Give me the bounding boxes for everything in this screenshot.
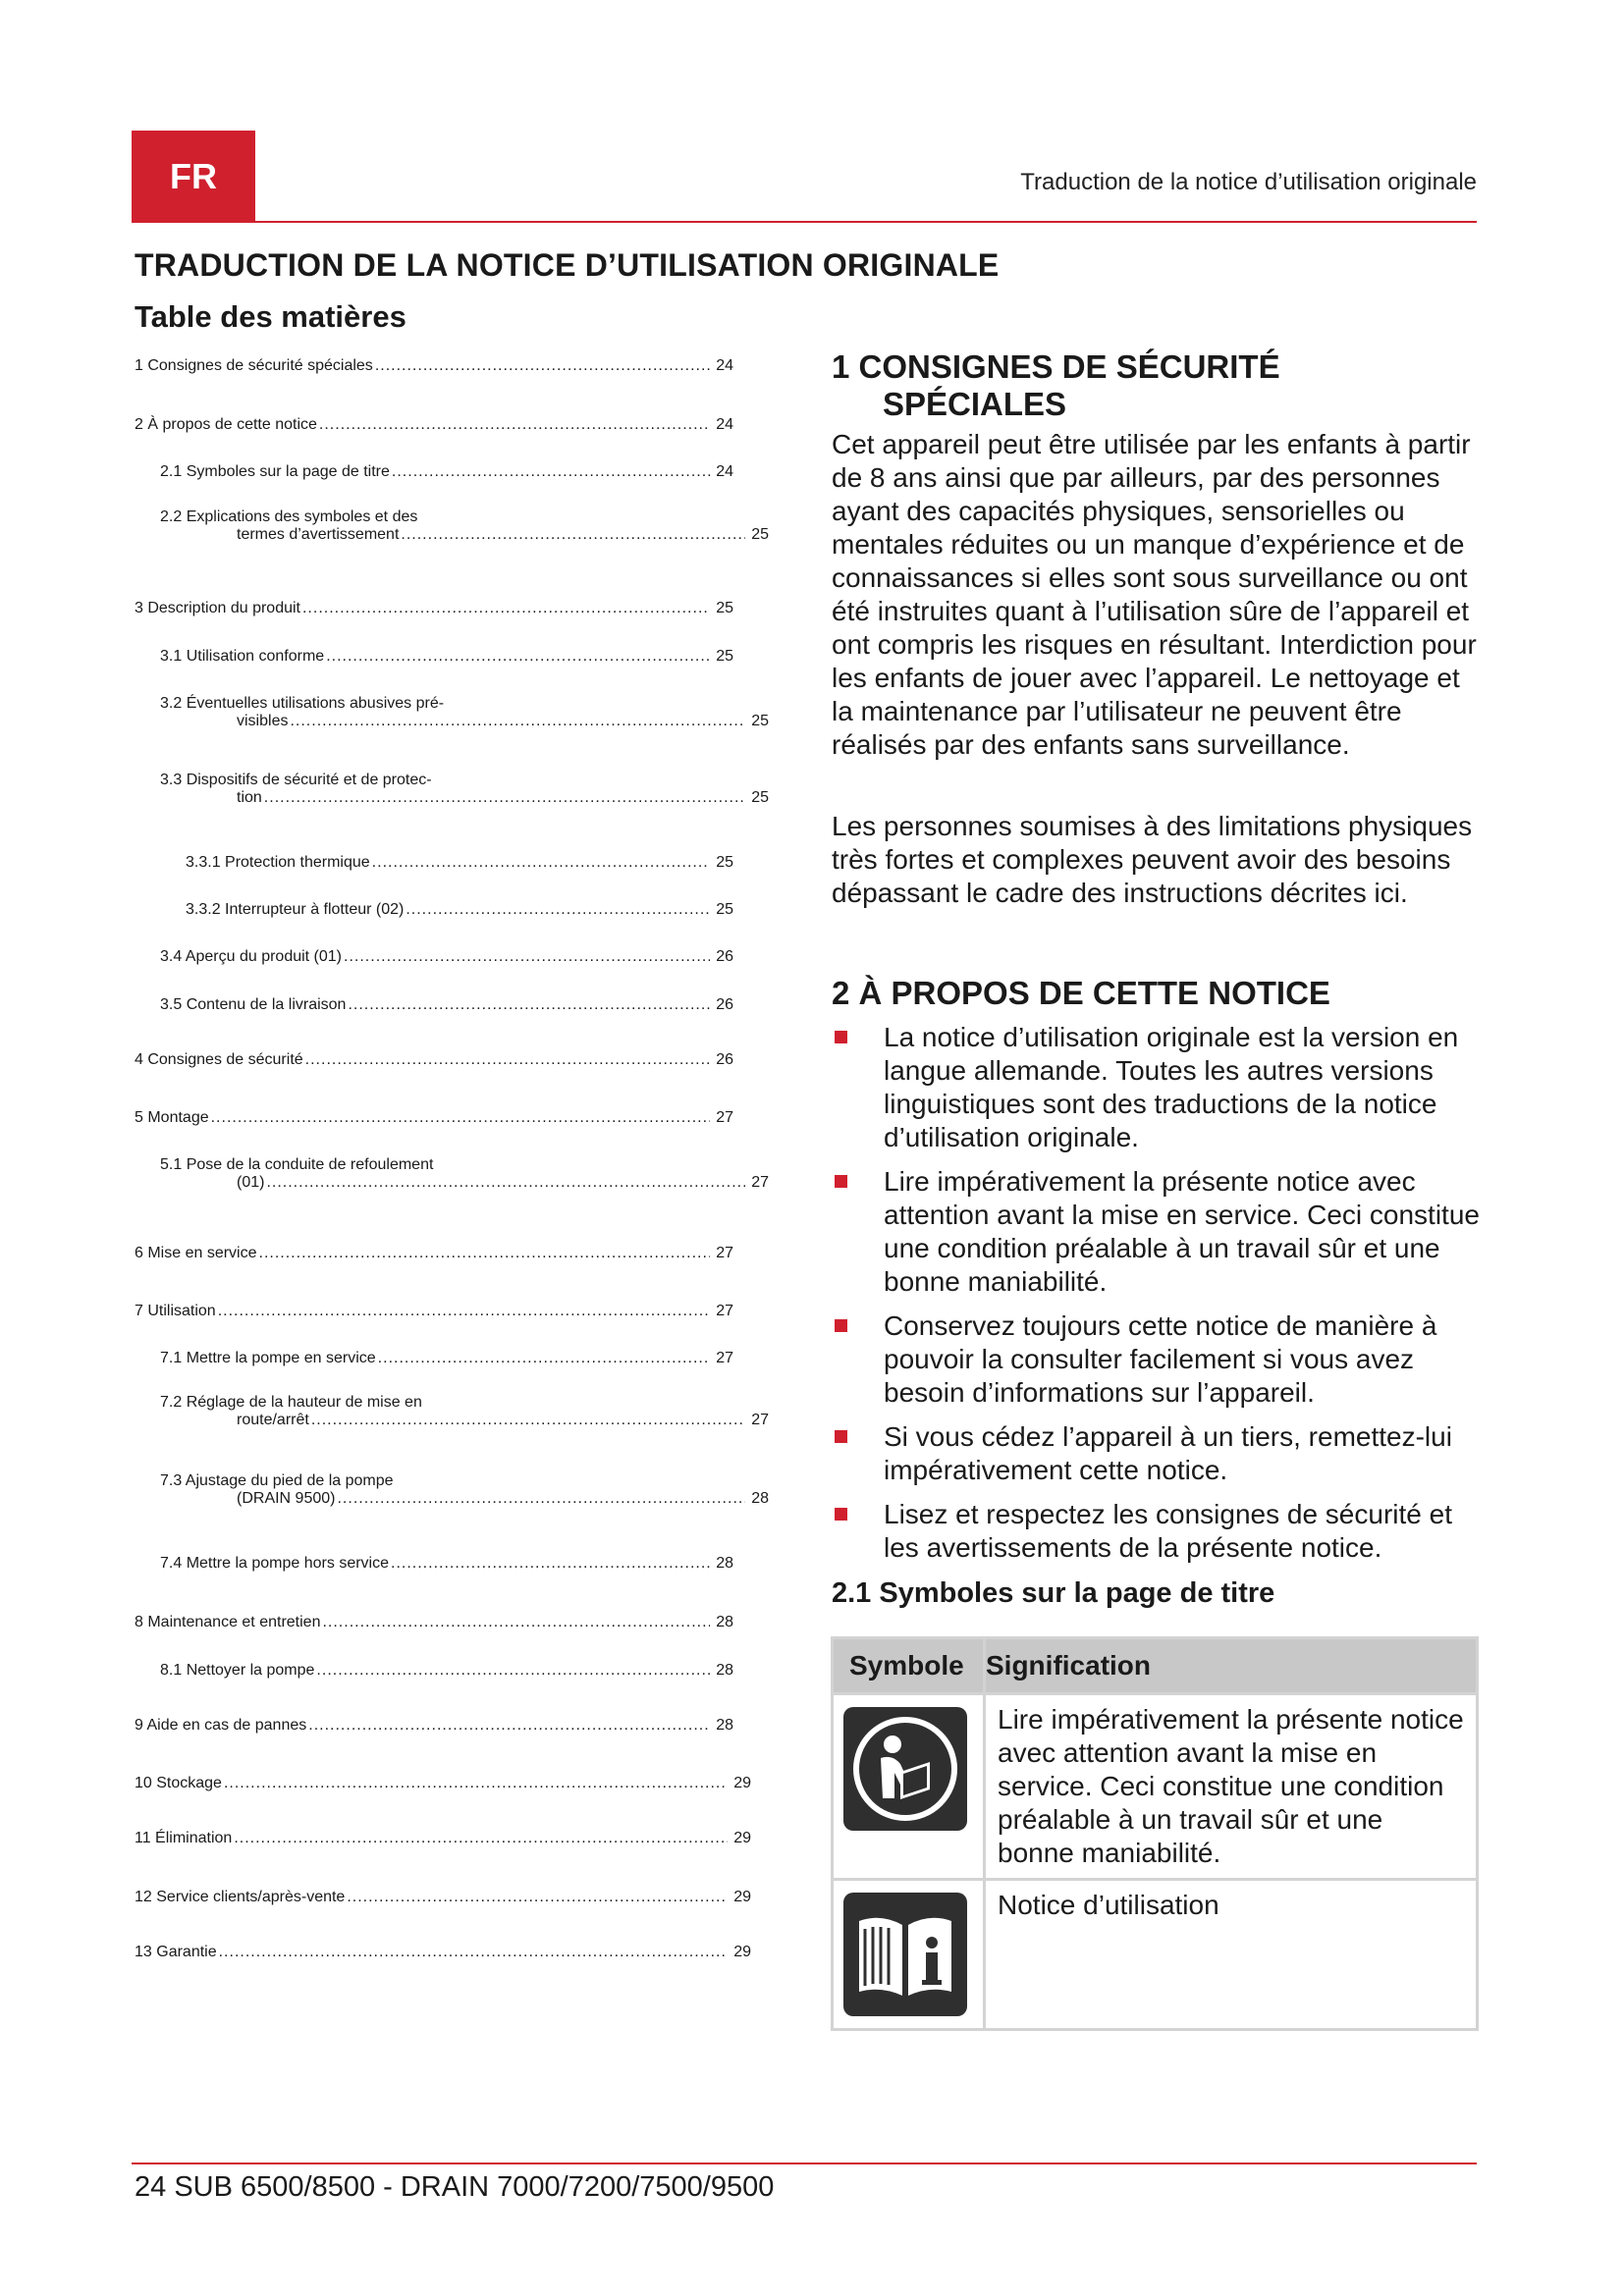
toc-entry[interactable]: 7 Utilisation ..... 27 xyxy=(135,1303,733,1320)
section-1-heading: 1 CONSIGNES DE SÉCURITÉ SPÉCIALES xyxy=(832,348,1280,422)
toc-entry[interactable]: 3.1 Utilisation conforme ..... 25 xyxy=(160,648,733,666)
toc-entry[interactable]: 10 Stockage ..... 29 xyxy=(135,1775,751,1792)
meaning-cell: Notice d’utilisation xyxy=(985,1880,1478,2030)
bullet-square-icon xyxy=(835,1175,847,1188)
toc-entry[interactable]: 9 Aide en cas de pannes ..... 28 xyxy=(135,1717,733,1735)
language-badge: FR xyxy=(132,131,255,222)
bullet-square-icon xyxy=(835,1430,847,1443)
list-item: Conservez toujours cette notice de manière à pouvoir la consulter facilement si vous avez besoin d’informations sur l’appareil. xyxy=(832,1309,1480,1410)
column-header-symbol: Symbole xyxy=(833,1638,985,1694)
list-item: Si vous cédez l’appareil à un tiers, remettez-lui impérativement cette notice. xyxy=(832,1420,1480,1487)
toc-entry[interactable]: 1 Consignes de sécurité spéciales ..... 24 xyxy=(135,357,733,375)
toc-entry[interactable]: 4 Consignes de sécurité ..... 26 xyxy=(135,1051,733,1069)
header-divider xyxy=(132,221,1477,223)
toc-entry[interactable]: 7.3 Ajustage du pied de la pompe (DRAIN 9500) ..... 28 xyxy=(160,1472,769,1508)
column-header-meaning: Signification xyxy=(985,1638,1478,1694)
toc-entry[interactable]: 3.3.1 Protection thermique ..... 25 xyxy=(186,854,733,872)
list-item: Lisez et respectez les consignes de sécurité et les avertissements de la présente notice. xyxy=(832,1498,1480,1565)
toc-entry[interactable]: 3.4 Aperçu du produit (01) ..... 26 xyxy=(160,948,733,966)
toc-entry[interactable]: 3 Description du produit ..... 25 xyxy=(135,600,733,617)
bullet-square-icon xyxy=(835,1319,847,1332)
section-1-paragraph-2: Les personnes soumises à des limitations physiques très fortes et complexes peuvent avoir des besoins dépassant le cadre des instructions décrites ici. xyxy=(832,811,1473,908)
toc-entry[interactable]: 2.2 Explications des symboles et des termes d’avertissement ..... 25 xyxy=(160,508,769,544)
section-2-heading: 2 À PROPOS DE CETTE NOTICE xyxy=(832,975,1330,1011)
toc-entry[interactable]: 5.1 Pose de la conduite de refoulement (01) ..... 27 xyxy=(160,1156,769,1192)
toc-entry[interactable]: 2 À propos de cette notice ..... 24 xyxy=(135,416,733,434)
symbol-cell xyxy=(833,1694,985,1880)
list-item: La notice d’utilisation originale est la version en langue allemande. Toutes les autres versions linguistiques sont des traductions de la notice d’utilisation originale. xyxy=(832,1021,1480,1154)
toc-entry[interactable]: 11 Élimination ..... 29 xyxy=(135,1830,751,1847)
toc-entry[interactable]: 5 Montage ..... 27 xyxy=(135,1109,733,1127)
toc-entry[interactable]: 3.3 Dispositifs de sécurité et de protec- tion ..... 25 xyxy=(160,772,769,807)
meaning-cell: Lire impérativement la présente notice avec attention avant la mise en service. Ceci constitue une condition préalable à un travail sûr et une bonne maniabilité. xyxy=(985,1694,1478,1880)
symbol-cell xyxy=(833,1880,985,2030)
toc-entry[interactable]: 13 Garantie ..... 29 xyxy=(135,1944,751,1961)
symbols-table xyxy=(831,1636,1479,2031)
toc-entry[interactable]: 7.1 Mettre la pompe en service ..... 27 xyxy=(160,1350,733,1367)
footer-divider xyxy=(132,2163,1477,2164)
document-title: TRADUCTION DE LA NOTICE D’UTILISATION ORIGINALE xyxy=(135,247,1000,283)
toc-entry[interactable]: 7.2 Réglage de la hauteur de mise en route/arrêt ..... 27 xyxy=(160,1394,769,1429)
table-row xyxy=(833,1694,1478,1880)
subsection-2-1-heading: 2.1 Symboles sur la page de titre xyxy=(832,1577,1275,1609)
toc-entry[interactable]: 8.1 Nettoyer la pompe ..... 28 xyxy=(160,1662,733,1680)
toc-entry[interactable]: 8 Maintenance et entretien ..... 28 xyxy=(135,1614,733,1631)
table-header-row xyxy=(833,1638,1478,1694)
section-2-bullet-list xyxy=(832,1021,1480,1575)
section-1-paragraph-1: Cet appareil peut être utilisée par les enfants à partir de 8 ans ainsi que par ailleurs, par des personnes ayant des capacités physiques, sensorielles ou mentales réduites ou un manque d’expérience et de connaissances si elles sont sous surveillance ou ont été instruites quant à l’utilisation sûre de l’appareil et ont compris les risques en résultant. Interdiction pour les enfants de jouer avec l’appareil. Le nettoyage et la maintenance par l’utilisateur ne peuvent être réalisés par des enfants sans surveillance. xyxy=(832,429,1477,760)
bullet-square-icon xyxy=(835,1508,847,1521)
manual-info-icon xyxy=(843,1893,967,2016)
list-item: Lire impérativement la présente notice avec attention avant la mise en service. Ceci constitue une condition préalable à un travail sûr et une bonne maniabilité. xyxy=(832,1165,1480,1299)
table-row xyxy=(833,1880,1478,2030)
page-footer: 24 SUB 6500/8500 - DRAIN 7000/7200/7500/9500 xyxy=(135,2171,775,2203)
toc-entry[interactable]: 6 Mise en service ..... 27 xyxy=(135,1245,733,1262)
toc-entry[interactable]: 3.5 Contenu de la livraison ..... 26 xyxy=(160,996,733,1014)
toc-entry[interactable]: 3.3.2 Interrupteur à flotteur (02) ..... 25 xyxy=(186,901,733,919)
toc-entry[interactable]: 12 Service clients/après-vente ..... 29 xyxy=(135,1889,751,1906)
toc-entry[interactable]: 3.2 Éventuelles utilisations abusives pré- visibles ..... 25 xyxy=(160,695,769,730)
toc-entry[interactable]: 7.4 Mettre la pompe hors service ..... 28 xyxy=(160,1555,733,1573)
toc-heading: Table des matières xyxy=(135,299,406,334)
bullet-square-icon xyxy=(835,1031,847,1043)
running-title: Traduction de la notice d’utilisation originale xyxy=(1020,169,1477,195)
read-manual-icon xyxy=(843,1707,967,1831)
toc-entry[interactable]: 2.1 Symboles sur la page de titre ..... 24 xyxy=(160,463,733,481)
